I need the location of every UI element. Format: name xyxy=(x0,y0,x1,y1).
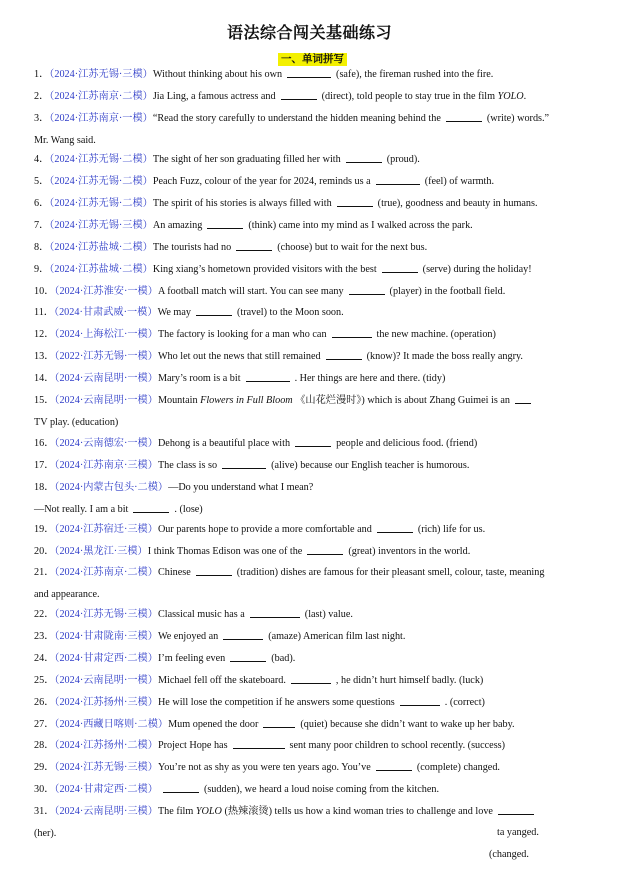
question-text: 《山花烂漫时》) which is about Zhang Guimei is an xyxy=(292,395,510,406)
question-number: 13． xyxy=(34,351,55,362)
question-source: （2024·江苏无锡·三模） xyxy=(49,69,153,80)
question-text: (amaze) American film last night. xyxy=(268,631,406,642)
question-text: —Not really. I am a bit xyxy=(34,504,129,515)
question-source: （2024·内蒙古包头·二模） xyxy=(54,482,169,493)
question-item xyxy=(34,735,597,757)
question-text: Michael fell off the skateboard. xyxy=(157,675,286,686)
question-source: （2022·江苏无锡·一模） xyxy=(54,351,158,362)
question-source: （2024·江苏盐城·二模） xyxy=(49,264,153,275)
question-number: 23． xyxy=(34,631,55,642)
question-number: 14． xyxy=(34,373,55,384)
answer-blank[interactable] xyxy=(515,393,531,404)
question-text: (rich) life for us. xyxy=(417,524,486,535)
question-text: TV play. (education) xyxy=(34,417,119,428)
stray-text: (changed. xyxy=(489,849,529,860)
question-text: (choose) but to wait for the next bus. xyxy=(277,242,428,253)
question-source: （2024·西藏日喀则·二模） xyxy=(54,719,169,730)
question-item xyxy=(34,801,597,823)
question-text: (feel) of warmth. xyxy=(424,176,494,187)
question-item xyxy=(34,541,597,563)
question-source: （2024·江苏无锡·三模） xyxy=(54,762,158,773)
question-item xyxy=(34,626,597,648)
answer-blank[interactable] xyxy=(263,717,295,728)
answer-blank[interactable] xyxy=(337,196,373,207)
question-item xyxy=(34,648,597,670)
question-text: , he didn’t hurt himself badly. (luck) xyxy=(335,675,484,686)
question-item xyxy=(34,86,597,108)
question-number: 5． xyxy=(34,176,50,187)
question-item xyxy=(34,324,597,346)
question-text: (热辣滚烫) tells us how a kind woman tries to challenge and love xyxy=(221,806,493,817)
question-text: (last) value. xyxy=(304,609,353,620)
question-text: . (correct) xyxy=(444,697,485,708)
question-italic-title: Flowers in Full Bloom xyxy=(200,395,293,406)
question-number: 9． xyxy=(34,264,50,275)
question-text: The sight of her son graduating filled her with xyxy=(152,154,341,165)
question-text: Project Hope has xyxy=(157,740,228,751)
question-text: (her). xyxy=(34,828,57,839)
question-text: people and delicious food. (friend) xyxy=(336,438,478,449)
answer-blank[interactable] xyxy=(196,305,232,316)
answer-blank[interactable] xyxy=(376,760,412,771)
question-number: 16． xyxy=(34,438,55,449)
question-continuation xyxy=(34,499,597,521)
question-text: You’re not as shy as you were ten years ago. You’ve xyxy=(157,762,371,773)
question-text: Mary’s room is a bit xyxy=(157,373,241,384)
stray-text: ta yanged. xyxy=(497,827,539,838)
question-text: (proud). xyxy=(386,154,420,165)
question-text: Mountain xyxy=(157,395,201,406)
question-text: Jia Ling, a famous actress and xyxy=(152,91,276,102)
question-text: (sudden), we heard a loud noise coming from the kitchen. xyxy=(203,784,440,795)
question-item xyxy=(34,368,597,390)
answer-blank[interactable] xyxy=(230,651,266,662)
question-item xyxy=(34,455,597,477)
question-item xyxy=(34,302,597,324)
question-text: and appearance. xyxy=(34,589,100,600)
answer-blank[interactable] xyxy=(233,738,285,749)
question-source: （2024·江苏南京·二模） xyxy=(49,91,153,102)
question-source: （2024·甘肃定西·二模） xyxy=(54,784,158,795)
question-text: The spirit of his stories is always filled with xyxy=(152,198,332,209)
question-number: 4． xyxy=(34,154,50,165)
question-item xyxy=(34,714,597,736)
answer-blank[interactable] xyxy=(196,565,232,576)
question-text: (tradition) dishes are famous for their pleasant smell, colour, taste, meaning xyxy=(236,567,545,578)
question-number: 28． xyxy=(34,740,55,751)
question-text: (think) came into my mind as I walked across the park. xyxy=(248,220,473,231)
answer-blank[interactable] xyxy=(133,502,169,513)
question-text: Without thinking about his own xyxy=(152,69,283,80)
question-item xyxy=(34,215,597,237)
section-heading: 一、单词拼写 xyxy=(278,53,347,66)
answer-blank[interactable] xyxy=(163,782,199,793)
question-text: . xyxy=(523,91,527,102)
answer-blank[interactable] xyxy=(236,240,272,251)
question-number: 6． xyxy=(34,198,50,209)
answer-blank[interactable] xyxy=(400,695,440,706)
question-source: （2024·江苏无锡·三模） xyxy=(54,609,158,620)
question-item xyxy=(34,779,597,801)
answer-blank[interactable] xyxy=(287,67,331,78)
question-text: (direct), told people to stay true in the film xyxy=(321,91,498,102)
question-number: 15． xyxy=(34,395,55,406)
question-item xyxy=(34,390,597,412)
question-item xyxy=(34,604,597,626)
question-number: 27． xyxy=(34,719,55,730)
question-number: 29． xyxy=(34,762,55,773)
answer-blank[interactable] xyxy=(377,522,413,533)
question-text: I’m feeling even xyxy=(157,653,226,664)
answer-blank[interactable] xyxy=(207,218,243,229)
question-text: Peach Fuzz, colour of the year for 2024, reminds us a xyxy=(152,176,371,187)
question-number: 10． xyxy=(34,286,55,297)
question-item xyxy=(34,346,597,368)
question-source: （2024·江苏扬州·二模） xyxy=(54,740,158,751)
question-source: （2024·江苏无锡·二模） xyxy=(49,198,153,209)
question-item xyxy=(34,562,597,584)
question-number: 24． xyxy=(34,653,55,664)
answer-blank[interactable] xyxy=(307,544,343,555)
question-text: Our parents hope to provide a more comfortable and xyxy=(157,524,372,535)
answer-blank[interactable] xyxy=(250,607,300,618)
question-item xyxy=(34,193,597,215)
question-text: The factory is looking for a man who can xyxy=(157,329,327,340)
question-number: 26． xyxy=(34,697,55,708)
answer-blank[interactable] xyxy=(382,262,418,273)
question-item xyxy=(34,433,597,455)
question-text: Dehong is a beautiful place with xyxy=(157,438,291,449)
question-source: （2024·江苏南京·一模） xyxy=(49,113,153,124)
question-source: （2024·江苏南京·二模） xyxy=(54,567,158,578)
question-text: Mr. Wang said. xyxy=(34,135,96,146)
question-source: （2024·江苏扬州·三模） xyxy=(54,697,158,708)
question-source: （2024·云南德宏·一模） xyxy=(54,438,158,449)
question-item xyxy=(34,670,597,692)
question-item xyxy=(34,757,597,779)
question-number: 8． xyxy=(34,242,50,253)
answer-blank[interactable] xyxy=(326,349,362,360)
question-number: 3． xyxy=(34,113,50,124)
question-text: The film xyxy=(157,806,196,817)
answer-blank[interactable] xyxy=(223,629,263,640)
answer-blank[interactable] xyxy=(246,371,290,382)
question-text: (quiet) because she didn’t want to wake up her baby. xyxy=(300,719,515,730)
question-text: (player) in the football field. xyxy=(389,286,506,297)
question-italic-title: YOLO xyxy=(195,806,222,817)
question-item xyxy=(34,477,597,499)
question-text: (serve) during the holiday! xyxy=(422,264,532,275)
question-text: King xiang’s hometown provided visitors with the best xyxy=(152,264,377,275)
question-text: We may xyxy=(157,307,191,318)
question-source: （2024·江苏盐城·二模） xyxy=(49,242,153,253)
question-text: Mum opened the door xyxy=(168,719,259,730)
question-source: （2024·江苏淮安·一模） xyxy=(54,286,158,297)
question-text: (complete) changed. xyxy=(416,762,500,773)
question-text: Chinese xyxy=(157,567,191,578)
question-text: . Her things are here and there. (tidy) xyxy=(294,373,446,384)
question-text: Classical music has a xyxy=(157,609,245,620)
question-item xyxy=(34,281,597,303)
answer-blank[interactable] xyxy=(376,174,420,185)
question-source: （2024·黑龙江·三模） xyxy=(54,546,148,557)
question-text: We enjoyed an xyxy=(157,631,219,642)
page-title: 语法综合闯关基础练习 xyxy=(226,23,392,42)
question-text: (bad). xyxy=(271,653,296,664)
question-text: (alive) because our English teacher is humorous. xyxy=(271,460,470,471)
question-item xyxy=(34,149,597,171)
question-item xyxy=(34,64,597,86)
answer-blank[interactable] xyxy=(281,89,317,100)
question-item xyxy=(34,259,597,281)
question-source: （2024·云南昆明·一模） xyxy=(54,675,158,686)
question-text: the new machine. (operation) xyxy=(376,329,496,340)
answer-blank[interactable] xyxy=(346,152,382,163)
question-text: (travel) to the Moon soon. xyxy=(236,307,344,318)
question-continuation xyxy=(34,584,597,606)
question-source: （2024·云南昆明·三模） xyxy=(54,806,158,817)
answer-blank[interactable] xyxy=(291,673,331,684)
question-number: 7． xyxy=(34,220,50,231)
question-item xyxy=(34,171,597,193)
question-source: （2024·江苏无锡·二模） xyxy=(49,154,153,165)
question-source: （2024·甘肃武威·一模） xyxy=(54,307,158,318)
question-text: The tourists had no xyxy=(152,242,232,253)
question-number: 18． xyxy=(34,482,55,493)
question-item xyxy=(34,108,597,130)
question-source: （2024·上海松江·一模） xyxy=(54,329,158,340)
question-number: 22． xyxy=(34,609,55,620)
question-number: 21． xyxy=(34,567,55,578)
question-number: 12． xyxy=(34,329,55,340)
question-text: An amazing xyxy=(152,220,203,231)
question-number: 20． xyxy=(34,546,55,557)
question-item xyxy=(34,237,597,259)
question-source: （2024·云南昆明·一模） xyxy=(54,395,158,406)
answer-blank[interactable] xyxy=(222,458,266,469)
question-text: (know)? It made the boss really angry. xyxy=(366,351,523,362)
question-text: (great) inventors in the world. xyxy=(348,546,471,557)
question-number: 1． xyxy=(34,69,50,80)
question-source: （2024·甘肃陇南·三模） xyxy=(54,631,158,642)
question-text: He will lose the competition if he answers some questions xyxy=(157,697,395,708)
question-text: I think Thomas Edison was one of the xyxy=(147,546,303,557)
answer-blank[interactable] xyxy=(498,804,534,815)
question-source: （2024·江苏宿迁·三模） xyxy=(54,524,158,535)
question-item xyxy=(34,692,597,714)
question-item xyxy=(34,519,597,541)
question-source: （2024·甘肃定西·二模） xyxy=(54,653,158,664)
answer-blank[interactable] xyxy=(295,436,331,447)
question-source: （2024·江苏无锡·三模） xyxy=(49,220,153,231)
question-number: 25． xyxy=(34,675,55,686)
question-number: 2． xyxy=(34,91,50,102)
question-number: 17． xyxy=(34,460,55,471)
question-number: 31． xyxy=(34,806,55,817)
question-text: Who let out the news that still remained xyxy=(157,351,321,362)
question-italic-title: YOLO xyxy=(497,91,524,102)
question-text: “Read the story carefully to understand the hidden meaning behind the xyxy=(152,113,441,124)
question-text: The class is so xyxy=(157,460,218,471)
answer-blank[interactable] xyxy=(349,284,385,295)
question-source: （2024·江苏无锡·二模） xyxy=(49,176,153,187)
question-text: . (lose) xyxy=(174,504,203,515)
question-continuation xyxy=(34,412,597,434)
question-number: 19． xyxy=(34,524,55,535)
question-number: 30． xyxy=(34,784,55,795)
question-text: (safe), the fireman rushed into the fire. xyxy=(336,69,494,80)
question-text: (write) words.” xyxy=(486,113,550,124)
question-text: (true), goodness and beauty in humans. xyxy=(377,198,538,209)
question-text: A football match will start. You can see many xyxy=(157,286,344,297)
question-text: —Do you understand what I mean? xyxy=(168,482,314,493)
answer-blank[interactable] xyxy=(446,111,482,122)
question-source: （2024·江苏南京·三模） xyxy=(54,460,158,471)
question-text: sent many poor children to school recently. (success) xyxy=(289,740,506,751)
question-source: （2024·云南昆明·一模） xyxy=(54,373,158,384)
answer-blank[interactable] xyxy=(332,327,372,338)
question-number: 11． xyxy=(34,307,54,318)
